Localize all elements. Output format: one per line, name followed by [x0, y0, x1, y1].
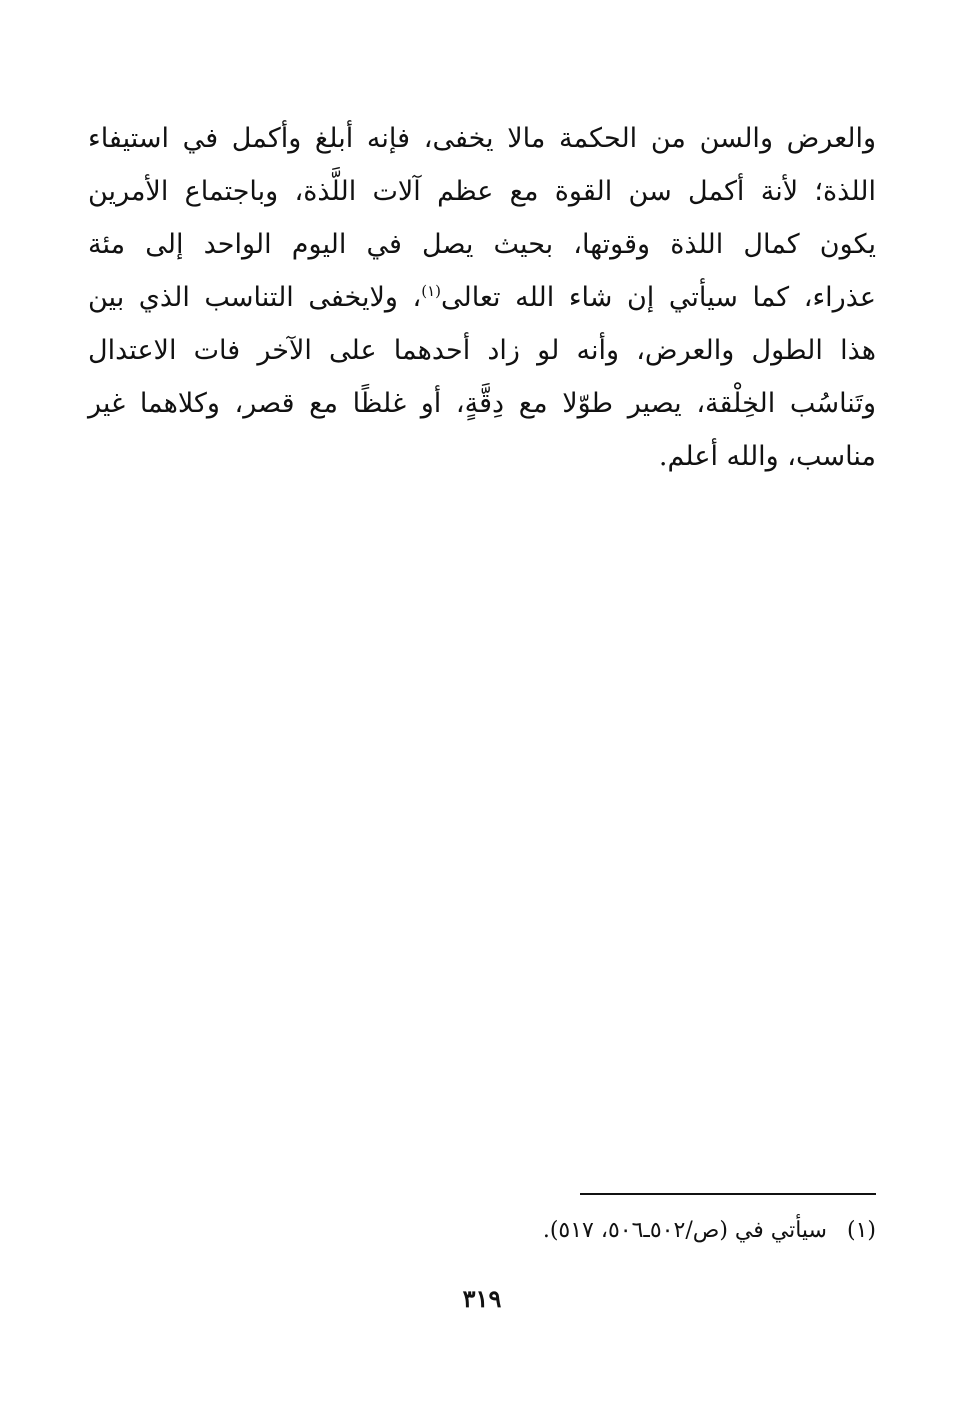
footnote-reference: (١)	[421, 282, 442, 300]
text-line: وتَناسُب الخِلْقة، يصير طوّلا مع دِقَّةٍ، أو غلظًا مع قصر، وكلاهما غير	[88, 388, 876, 419]
text-line: يكون كمال اللذة وقوتها، بحيث يصل في اليوم الواحد إلى مئة	[88, 229, 876, 260]
page-number: ٣١٩	[462, 1284, 502, 1313]
text-line: والعرض والسن من الحكمة مالا يخفى، فإنه أبلغ وأكمل في استيفاء	[88, 123, 876, 154]
footnote-separator	[580, 1193, 876, 1195]
text-segment: عذراء، كما سيأتي إن شاء الله تعالى	[441, 282, 876, 313]
text-line: اللذة؛ لأنة أكمل سن القوة مع عظم آلات اللَّذة، وباجتماع الأمرين	[88, 176, 876, 207]
text-line: مناسب، والله أعلم.	[658, 441, 876, 472]
footnote-text: سيأتي في (ص/٥٠٢ـ٥٠٦، ٥١٧).	[542, 1218, 827, 1243]
text-segment: ، ولايخفى التناسب الذي بين	[88, 282, 422, 313]
footnote-marker: (١)	[846, 1218, 876, 1243]
text-line: هذا الطول والعرض، وأنه لو زاد أحدهما على الآخر فات الاعتدال	[88, 335, 876, 366]
text-line-with-footnote	[88, 271, 876, 324]
footnote	[543, 1218, 876, 1243]
main-text	[88, 112, 876, 483]
